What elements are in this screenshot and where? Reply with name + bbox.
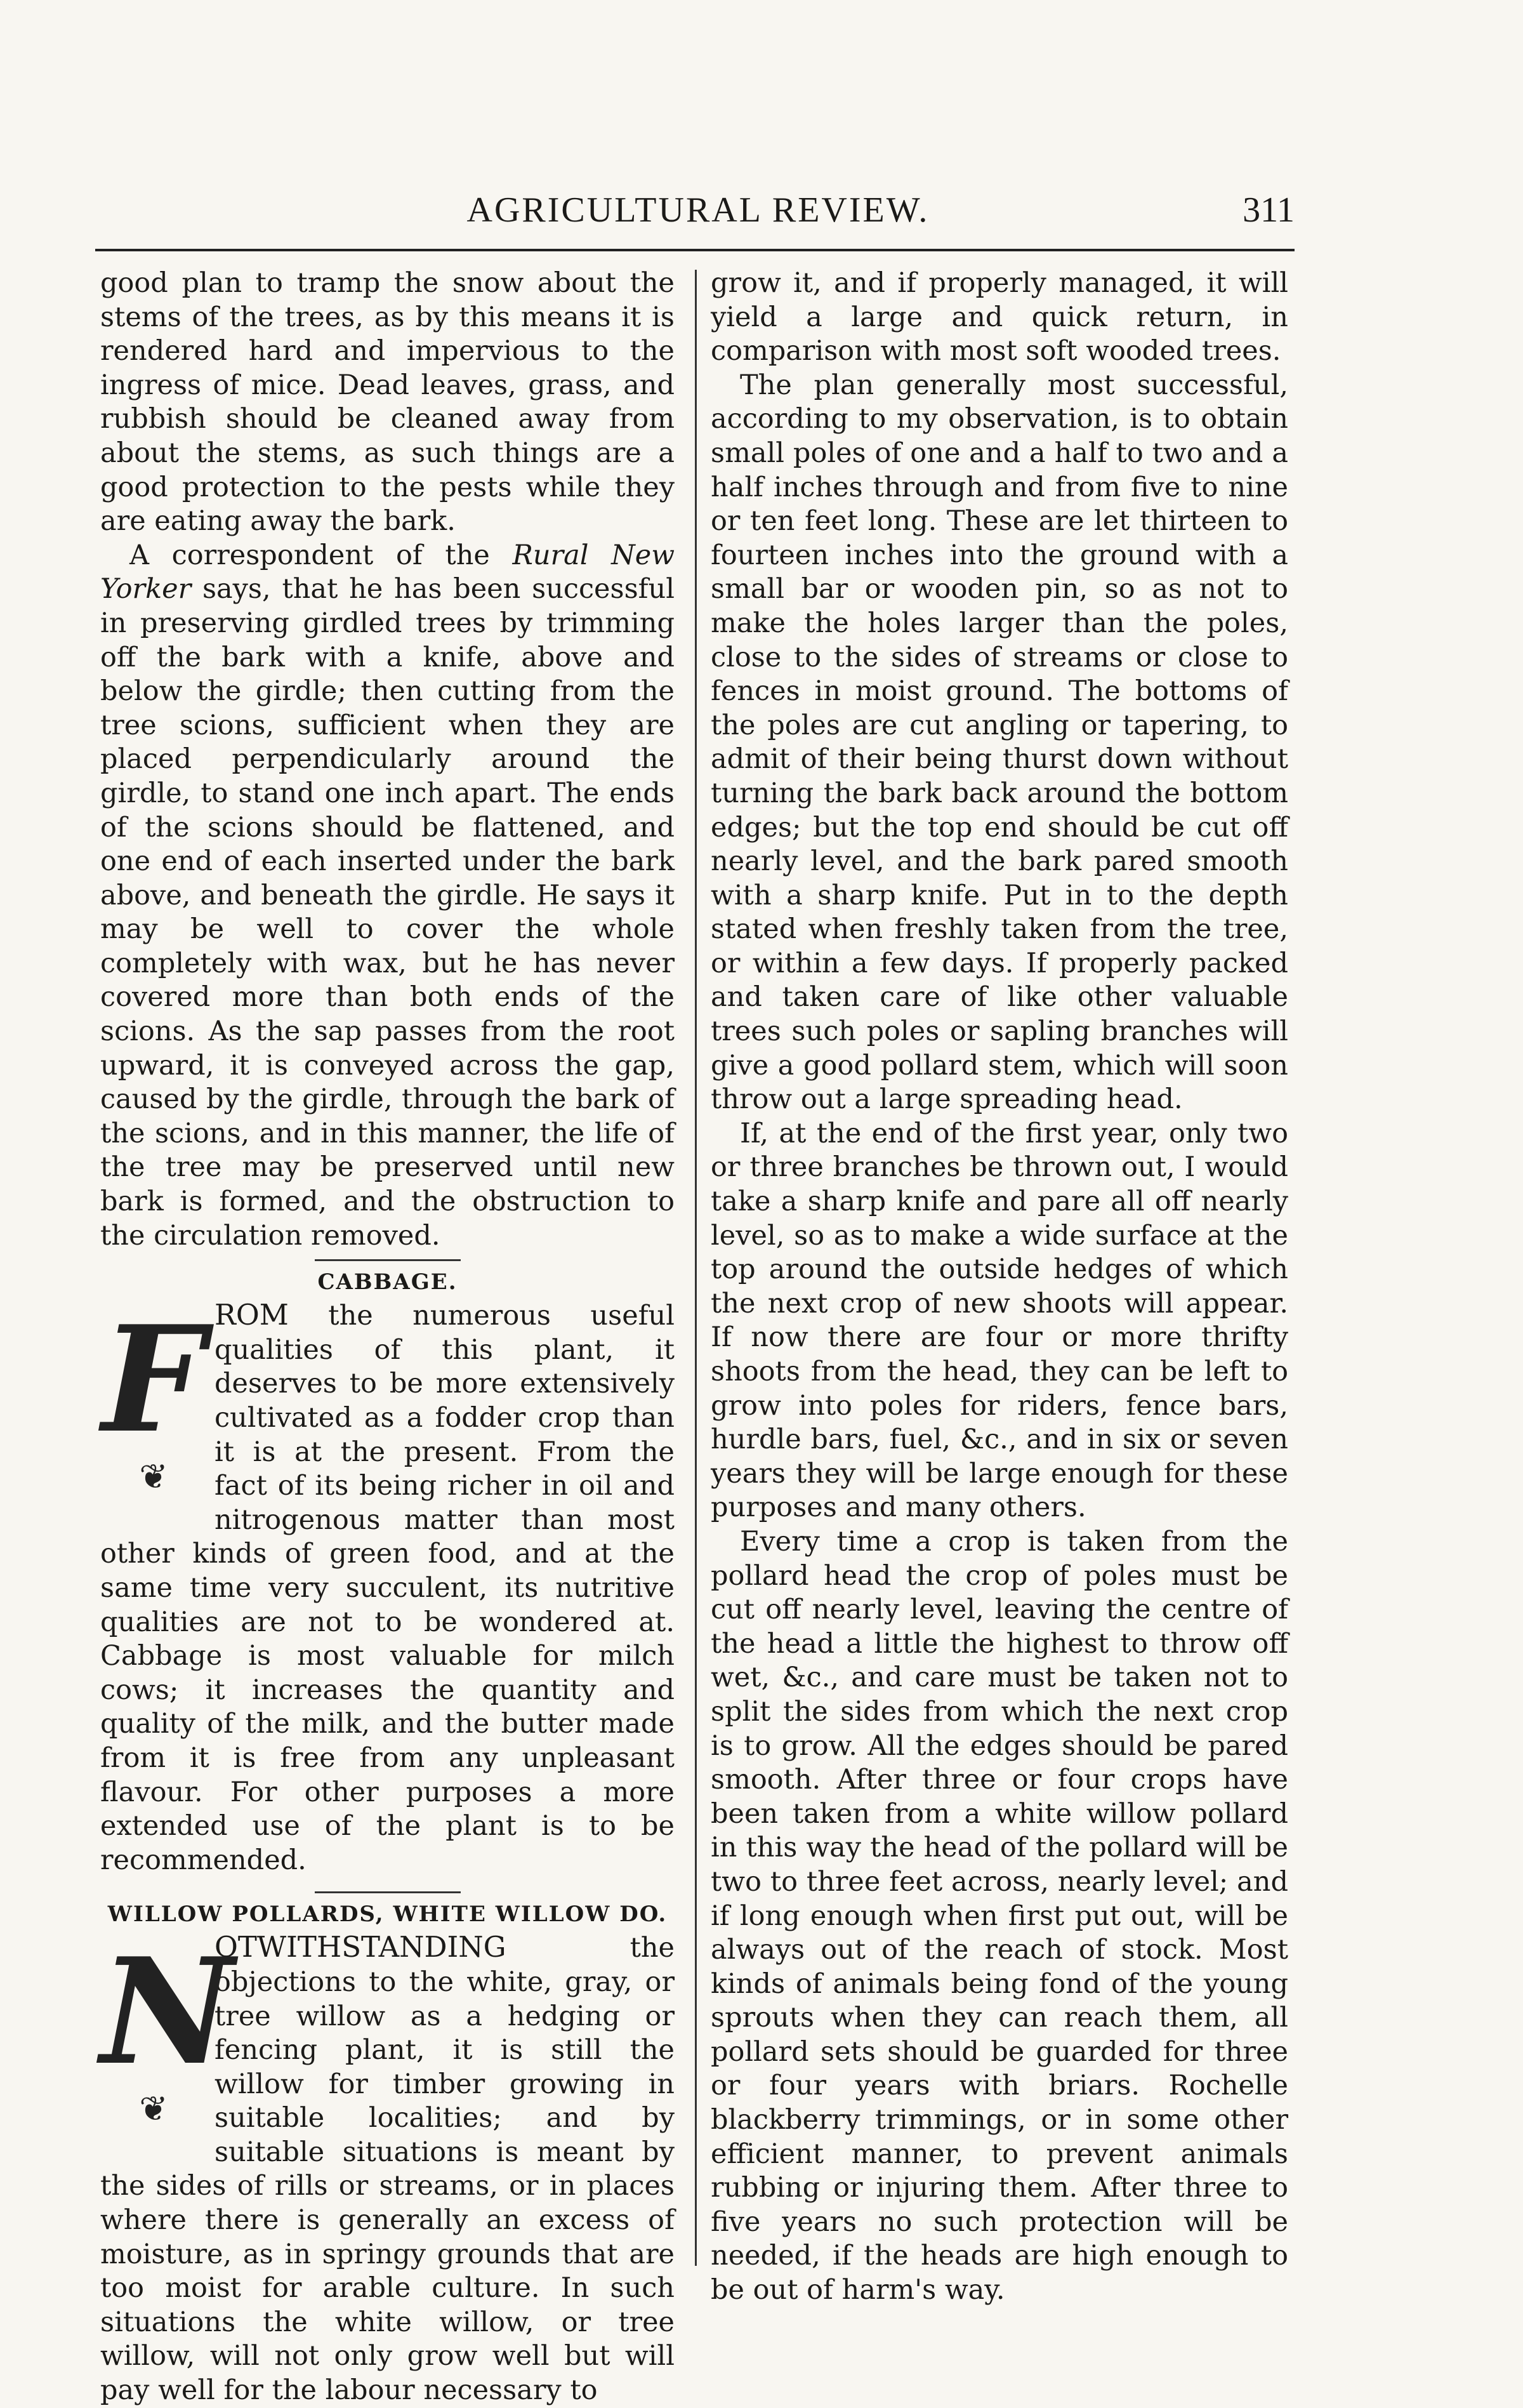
decorated-initial (100, 1926, 234, 2142)
initial-letter: N (100, 1926, 234, 2098)
paragraph: grow it, and if properly managed, it will yield a large and quick return, in comparison with most soft wooded trees. (711, 267, 1288, 367)
section-divider (315, 1259, 461, 1261)
header-rule (95, 249, 1295, 251)
column-divider (695, 270, 697, 2266)
section-divider (315, 1891, 461, 1893)
paragraph (100, 539, 675, 1253)
initial-letter: F (102, 1294, 206, 1466)
decorated-initial (100, 1294, 207, 1510)
page-number: 311 (1243, 190, 1295, 230)
lead-word: OTWITHSTANDING (214, 1930, 506, 1964)
cabbage-article (100, 1294, 675, 1877)
lead-word: ROM (214, 1298, 289, 1332)
section-heading-willow: WILLOW POLLARDS, WHITE WILLOW DO. (107, 1902, 668, 1928)
paragraph: Every time a crop is taken from the pollard head the crop of poles must be cut off nearly level, leaving the centre of the head a little the highest to throw off wet, &c., and care must be taken not to split the sides from which the next crop is to grow. All the edges should be pared smooth. After three or four crops have been taken from a white willow pollard in this way the head of the pollard will be two to three feet across, nearly level; and if long enough when first put out, will be always out of the reach of stock. Most kinds of animals being fond of the young sprouts when they can reach them, all pollard sets should be guarded for three or four years with briars. Rochelle blackberry trimmings, or in some other efficient manner, to prevent animals rubbing or injuring them. After three to five years no such protection will be needed, if the heads are high enough to be out of harm's way. (711, 1525, 1288, 2306)
text-run: A correspondent of the (129, 539, 513, 571)
running-header (102, 182, 1295, 239)
flourish-icon: ❦ (139, 2089, 168, 2129)
flourish-icon: ❦ (139, 1457, 168, 1497)
paragraph: If, at the end of the first year, only two or three branches be thrown out, I would take a sharp knife and pare all off nearly level, so as to make a wide surface at the top around the outside hedges of which the next crop of new shoots will appear. If now there are four or more thrifty shoots from the head, they can be left to grow into poles for riders, fence bars, hurdle bars, fuel, &c., and in six or seven years they will be large enough for these purposes and many others. (711, 1117, 1288, 1524)
text-run: the numerous useful qualities of this plant, it deserves to be more extensively cultivated as a fodder crop than it is at the present. From the fact of its being richer in oil and nitrogenous matter than most other kinds of green food, and at the same time very succulent, its nutritive qualities are not to be wondered at. Cabbage is most valuable for milch cows; it increases the quantity and quality of the milk, and the butter made from it is free from any unpleasant flavour. For other purposes a more extended use of the plant is to be recommended. (100, 1300, 675, 1876)
left-column (100, 267, 675, 2408)
willow-article (100, 1926, 675, 2407)
journal-title: AGRICULTURAL REVIEW. (466, 190, 930, 230)
text-run: the objections to the white, gray, or tree willow as a hedging or fencing plant, it is still the willow for timber growing in suitable localities; and by suitable situations is meant by the sides of rills or streams, or in places where there is generally an excess of moisture, as in springy grounds that are too moist for arable culture. In such situations the white willow, or tree willow, will not only grow well but will pay well for the labour necessary to (100, 1932, 675, 2407)
italic-title: Rural New Yorker (100, 539, 675, 605)
paragraph: good plan to tramp the snow about the stems of the trees, as by this means it is rendered hard and impervious to the ingress of mice. Dead leaves, grass, and rubbish should be cleaned away from about the stems, as such things are a good protection to the pests while they are eating away the bark. (100, 267, 675, 538)
text-run: says, that he has been successful in preserving girdled trees by trimming off the bark with a knife, above and below the girdle; then cutting from the tree scions, sufficient when they are placed perpendicularly around the girdle, to stand one inch apart. The ends of the scions should be flattened, and one end of each inserted under the bark above, and beneath the girdle. He says it may be well to cover the whole completely with wax, but he has never covered more than both ends of the scions. As the sap passes from the root upward, it is conveyed across the gap, caused by the girdle, through the bark of the scions, and in this manner, the life of the tree may be preserved until new bark is formed, and the obstruction to the circulation removed. (100, 573, 675, 1252)
section-heading-cabbage: CABBAGE. (317, 1269, 458, 1295)
paragraph: The plan generally most successful, according to my observation, is to obtain small poles of one and a half to two and a half inches through and from five to nine or ten feet long. These are let thirteen to fourteen inches into the ground with a small bar or wooden pin, so as not to make the holes larger than the poles, close to the sides of streams or close to fences in moist ground. The bottoms of the poles are cut angling or tapering, to admit of their being thurst down without turning the bark back around the bottom edges; but the top end should be cut off nearly level, and the bark pared smooth with a sharp knife. Put in to the depth stated when freshly taken from the tree, or within a few days. If properly packed and taken care of like other valuable trees such poles or sapling branches will give a good pollard stem, which will soon throw out a large spreading head. (711, 369, 1288, 1116)
right-column (711, 267, 1288, 2308)
